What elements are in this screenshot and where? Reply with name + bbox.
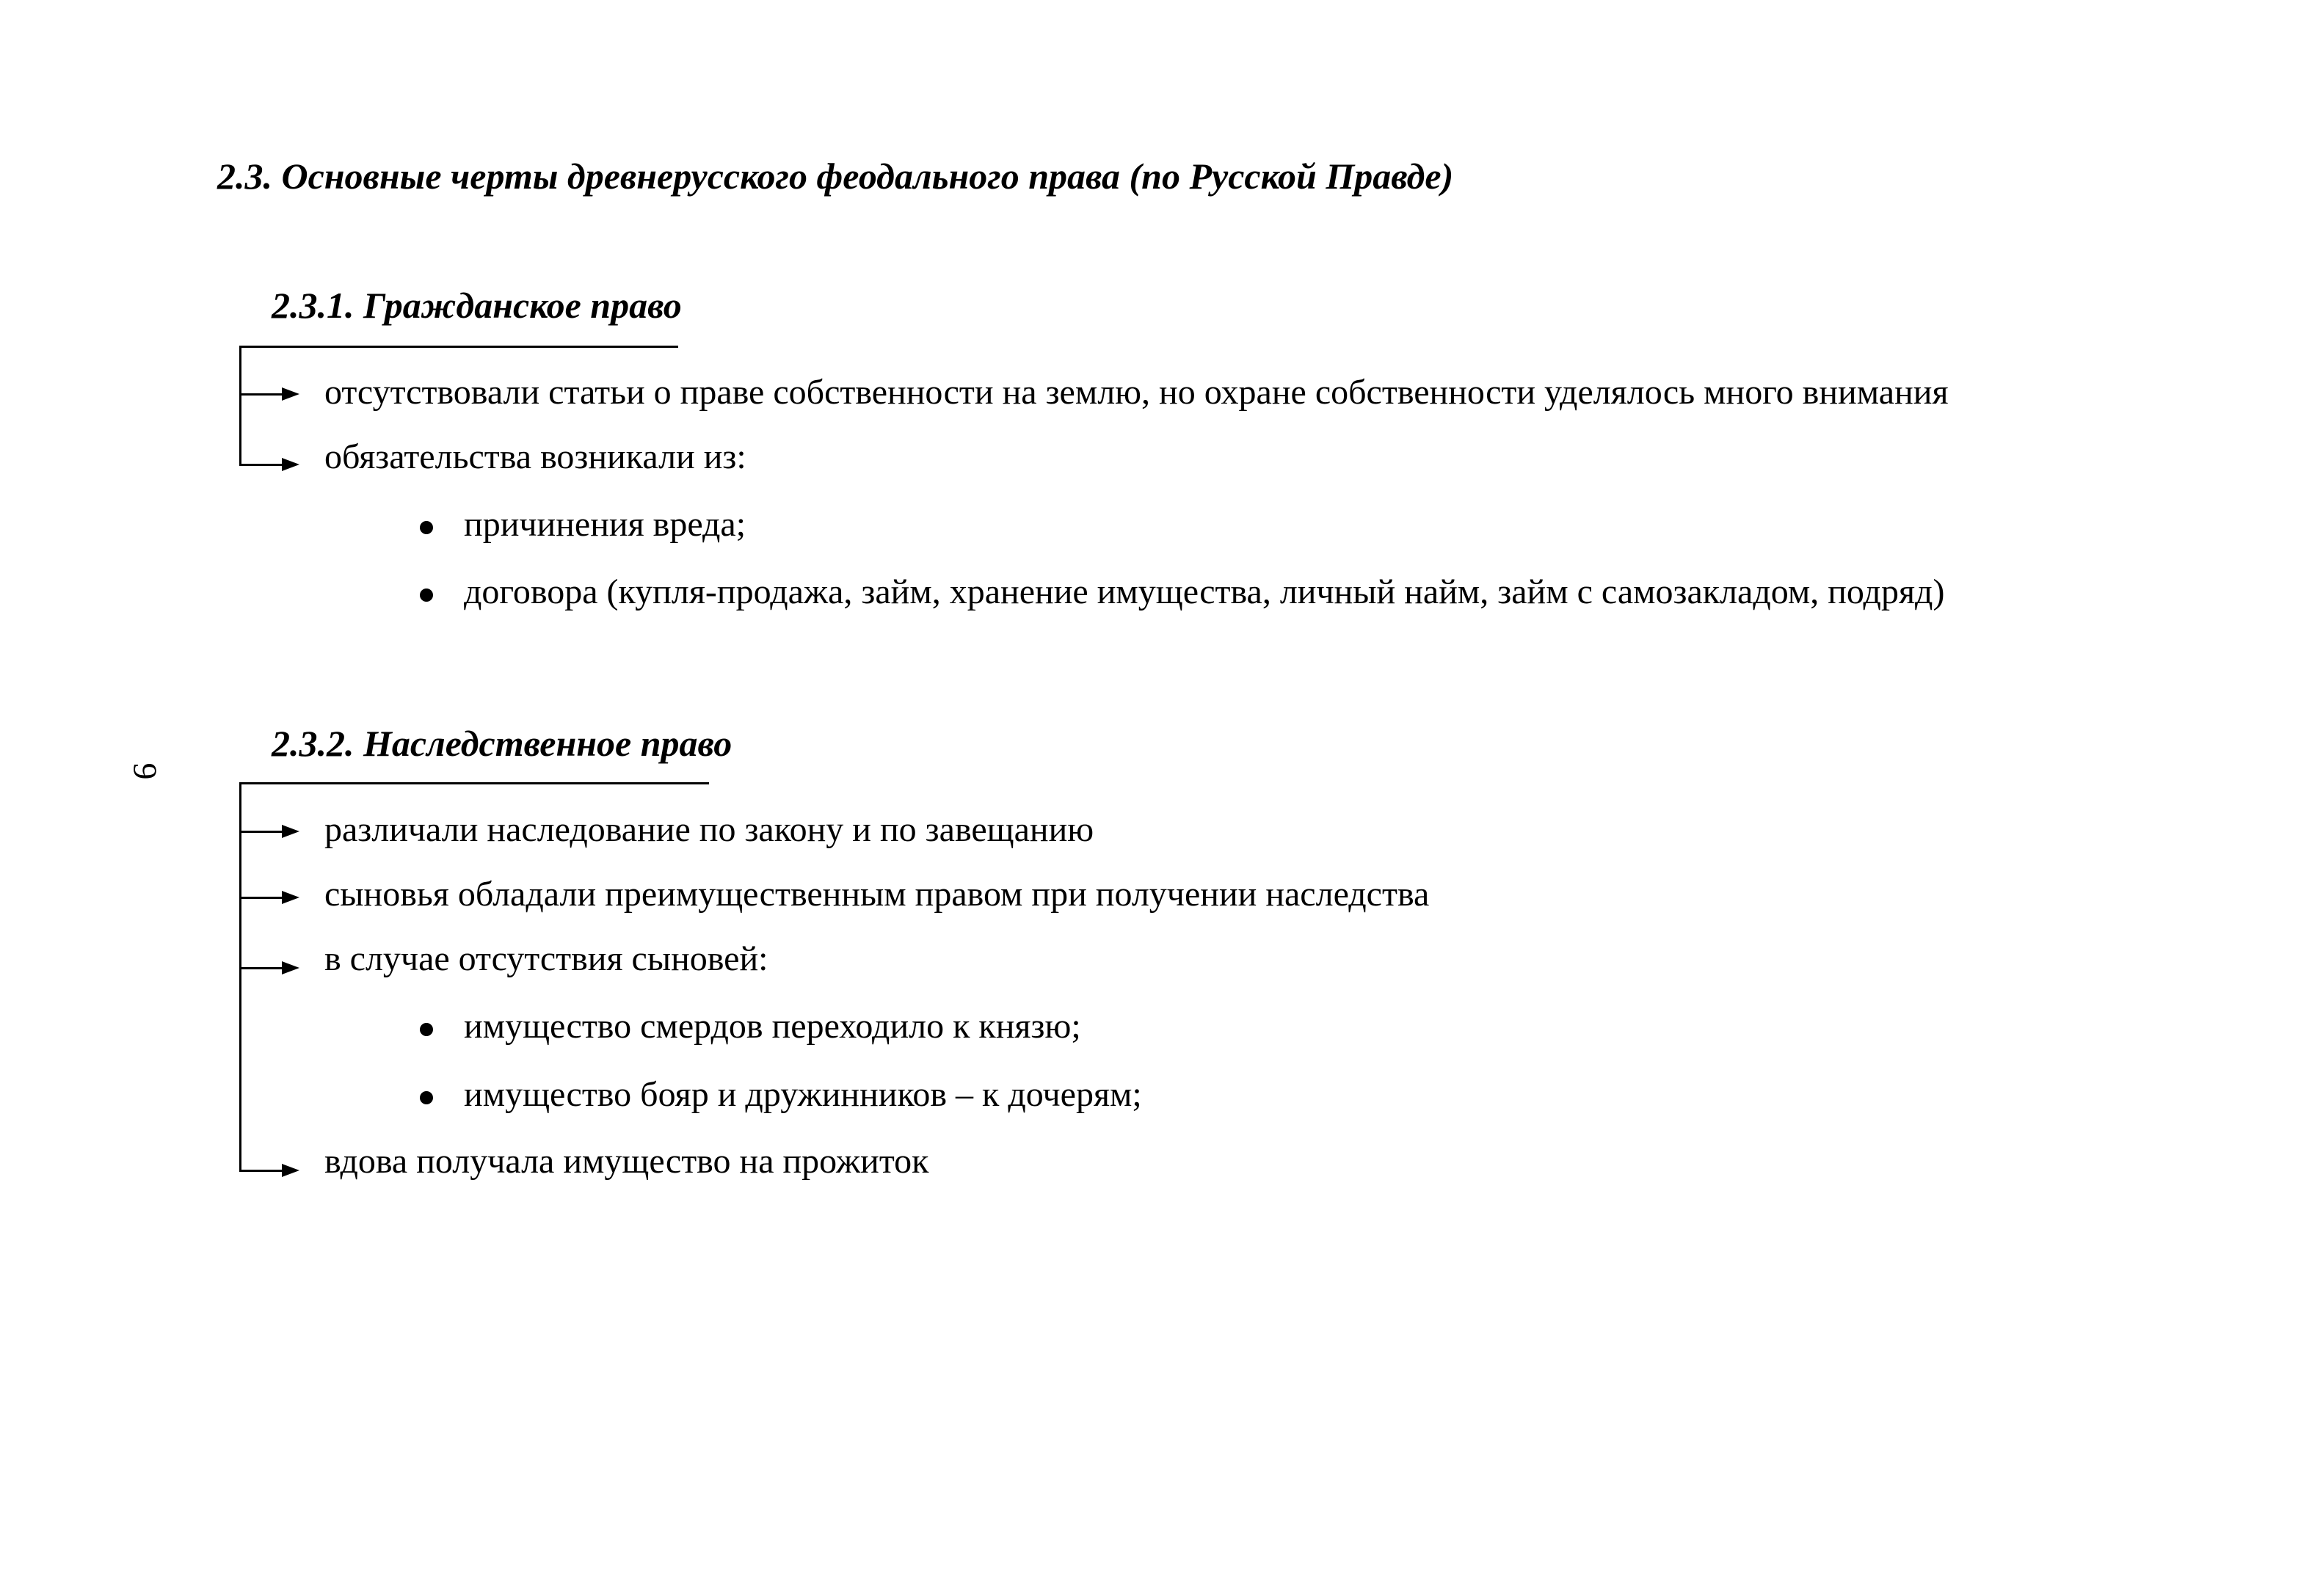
inheritance-law-item: вдова получала имущество на прожиток bbox=[324, 1142, 929, 1181]
civil-law-arrow-line bbox=[239, 393, 283, 396]
inheritance-law-item: различали наследование по закону и по завещанию bbox=[324, 810, 1094, 849]
inheritance-law-bracket-vertical bbox=[239, 782, 241, 1172]
civil-law-bracket-vertical bbox=[239, 346, 241, 466]
inheritance-law-arrow-line bbox=[239, 967, 283, 969]
bullet-icon bbox=[420, 1091, 433, 1104]
bullet-icon bbox=[420, 589, 433, 602]
civil-law-bracket-top bbox=[239, 346, 678, 348]
arrow-right-icon bbox=[282, 1164, 299, 1177]
arrow-right-icon bbox=[282, 891, 299, 904]
civil-law-title: 2.3.1. Гражданское право bbox=[272, 285, 682, 326]
inheritance-law-item: сыновья обладали преимущественным правом при получении наследства bbox=[324, 875, 1430, 914]
arrow-right-icon bbox=[282, 458, 299, 471]
inheritance-law-item: в случае отсутствия сыновей: bbox=[324, 939, 768, 978]
bullet-icon bbox=[420, 1023, 433, 1036]
inheritance-law-bracket-top bbox=[239, 782, 709, 784]
inheritance-law-title: 2.3.2. Наследственное право bbox=[272, 723, 733, 764]
civil-law-item: отсутствовали статьи о праве собственности на землю, но охране собственности уделялось много внимания bbox=[324, 373, 1949, 412]
civil-law-bullet: договора (купля-продажа, займ, хранение имущества, личный найм, займ с самозакладом, подряд) bbox=[464, 572, 1945, 611]
arrow-right-icon bbox=[282, 387, 299, 401]
civil-law-item: обязательства возникали из: bbox=[324, 437, 746, 476]
civil-law-bullet: причинения вреда; bbox=[464, 505, 746, 544]
inheritance-law-arrow-line bbox=[239, 831, 283, 833]
inheritance-law-arrow-line bbox=[239, 897, 283, 899]
page-number: 9 bbox=[126, 762, 164, 780]
bullet-icon bbox=[420, 521, 433, 534]
inheritance-law-bullet: имущество смердов переходило к князю; bbox=[464, 1007, 1081, 1046]
inheritance-law-bullet: имущество бояр и дружинников – к дочерям; bbox=[464, 1075, 1142, 1114]
arrow-right-icon bbox=[282, 961, 299, 974]
section-title: 2.3. Основные черты древнерусского феодального права (по Русской Правде) bbox=[217, 156, 1454, 197]
inheritance-law-arrow-line bbox=[239, 1170, 283, 1172]
civil-law-arrow-line bbox=[239, 464, 283, 466]
arrow-right-icon bbox=[282, 825, 299, 838]
